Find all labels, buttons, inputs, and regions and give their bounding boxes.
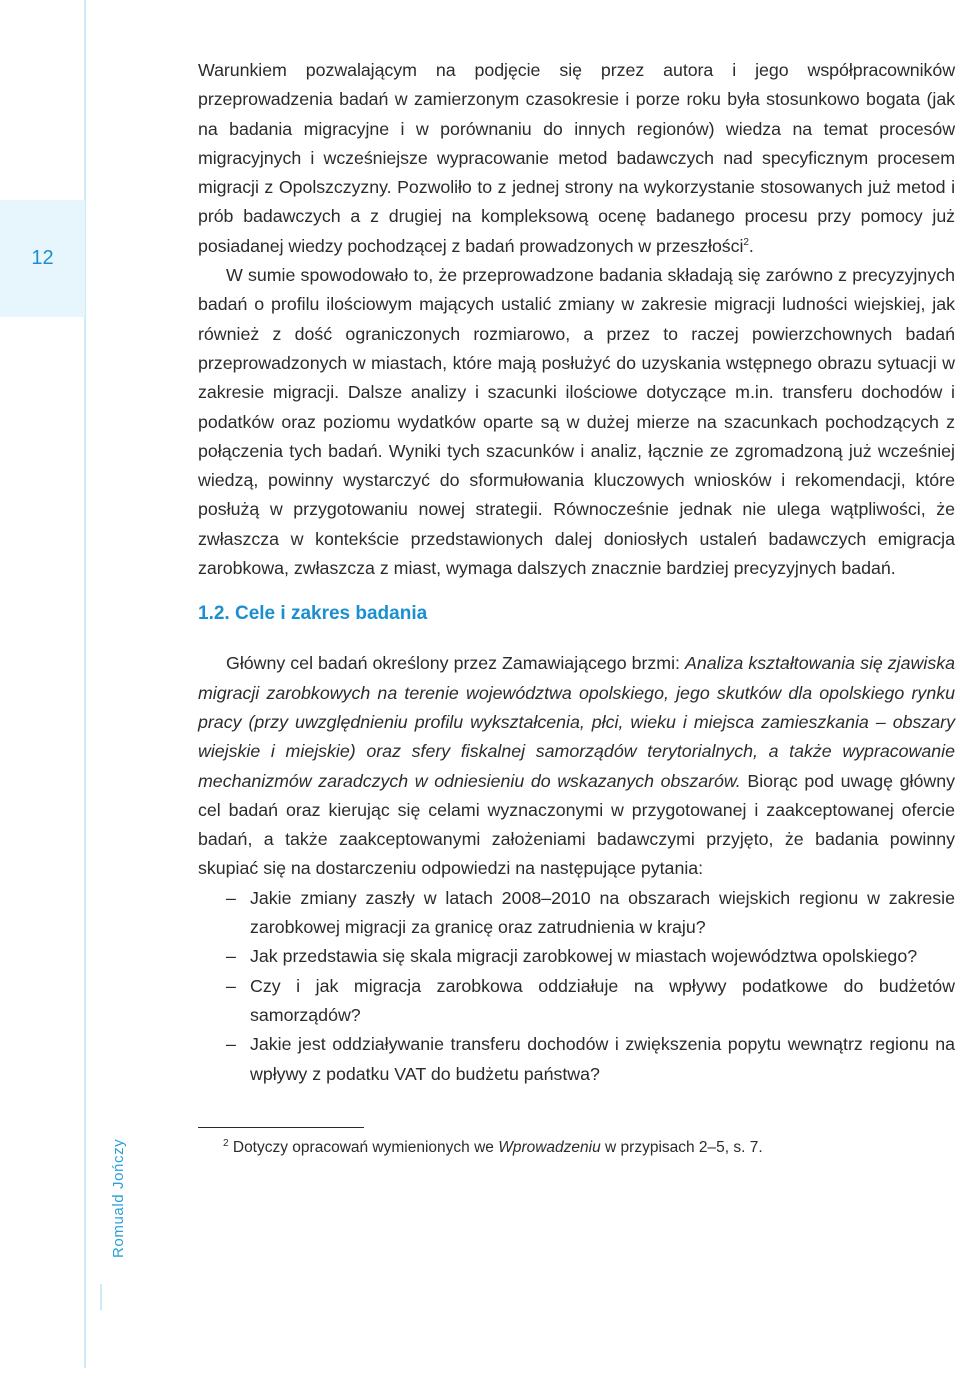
page-number: 12: [31, 247, 54, 269]
question-text: Jak przedstawia się skala migracji zarobkowej w miastach województwa opolskiego?: [250, 946, 918, 967]
questions-list: [198, 884, 955, 1089]
footnote-number: 2: [223, 1137, 229, 1149]
paragraph-3: [198, 649, 955, 883]
list-item: [198, 972, 955, 1031]
paragraph-3-rest: Biorąc pod uwagę główny cel badań oraz kierując się celami wyznaczonymi w przygotowanej i zaakceptowanej ofercie badań, a także zaakceptowanymi założeniami badawczymi przyjęto, że badania powinny skupiać się na dostarczeniu odpowiedzi na następujące pytania:: [198, 770, 955, 879]
dash-bullet: –: [226, 946, 236, 967]
page-body: [198, 56, 955, 1158]
running-author: Romuald Jończy: [110, 1138, 127, 1258]
question-text: Jakie jest oddziaływanie transferu dochodów i zwiększenia popytu wewnątrz regionu na wpływy z podatku VAT do budżetu państwa?: [250, 1034, 955, 1084]
paragraph-3-lead: Główny cel badań określony przez Zamawiającego brzmi:: [226, 653, 685, 674]
paragraph-2: W sumie spowodowało to, że przeprowadzone badania składają się zarówno z precyzyjnych badań o profilu ilościowym mających ustalić zmiany w zakresie migracji ludności wiejskiej, jak również z dość ograniczonych rozmiarowo, a przez to raczej powierzchownych badań przeprowadzonych w miastach, które mają posłużyć do uzyskania wstępnego obrazu sytuacji w zakresie migracji. Dalsze analizy i szacunki ilościowe dotyczące m.in. transferu dochodów i podatków oraz poziomu wydatków oparte są w dużej mierze na szacunkach pochodzących z połączenia tych badań. Wyniki tych szacunków i analiz, łącznie ze zgromadzoną już wcześniej wiedzą, powinny wystarczyć do sformułowania kluczowych wniosków i rekomendacji, które posłużą w przygotowaniu nowej strategii. Równocześnie jednak nie ulega wątpliwości, że zwłaszcza w kontekście przedstawionych dalej doniosłych ustaleń badawczych emigracja zarobkowa, zwłaszcza z miast, wymaga dalszych znacznie bardziej precyzyjnych badań.: [198, 265, 955, 579]
paragraph-1-end: .: [748, 235, 754, 256]
question-text: Jakie zmiany zaszły w latach 2008–2010 na obszarach wiejskich regionu w zakresie zarobkowej migracji za granicę oraz zatrudnienia w kraju?: [250, 887, 955, 938]
footnote-reference: 2: [743, 236, 749, 248]
paragraph-1: [198, 56, 955, 261]
page-number-tab: [0, 200, 85, 317]
list-item: [198, 1030, 955, 1089]
dash-bullet: –: [226, 887, 236, 908]
paragraph-3-objective: Analiza kształtowania się zjawiska migracji zarobkowych na terenie województwa opolskiego, jego skutków dla opolskiego rynku pracy (przy uwzględnieniu profilu wykształcenia, płci, wieku i miejsca zamieszkania – obszary wiejskie i miejskie) oraz sfery fiskalnej samorządów terytorialnych, a także wypracowanie mechanizmów zaradczych w odniesieniu do wskazanych obszarów.: [198, 653, 955, 791]
dash-bullet: –: [226, 1034, 236, 1055]
author-rule: [100, 1284, 102, 1310]
dash-bullet: –: [226, 975, 236, 996]
section-heading: 1.2. Cele i zakres badania: [198, 603, 428, 625]
paragraph-1-text: Warunkiem pozwalającym na podjęcie się przez autora i jego współpracowników przeprowadzenia badań w zamierzonym czasokresie i porze roku była stosunkowo bogata (jak na badania migracyjne i w porównaniu do innych regionów) wiedza na temat procesów migracyjnych i wcześniejsze wypracowanie metod badawczych nad specyficznym procesem migracji z Opolszczyzny. Pozwoliło to z jednej strony na wykorzystanie stosowanych już metod i prób badawczych a z drugiej na kompleksową ocenę badanego procesu przy pomocy już posiadanej wiedzy pochodzącej z badań prowadzonych w przeszłości: [198, 60, 955, 256]
footnote-rule: [198, 1127, 364, 1128]
footnote-italic: Wprowadzeniu: [498, 1138, 601, 1156]
list-item: [198, 884, 955, 943]
footnote: [198, 1138, 955, 1158]
question-text: Czy i jak migracja zarobkowa oddziałuje na wpływy podatkowe do budżetów samorządów?: [250, 975, 955, 1025]
footnote-text-after: w przypisach 2–5, s. 7.: [600, 1138, 763, 1156]
footnote-text-before: Dotyczy opracowań wymienionych we: [228, 1138, 499, 1156]
list-item: [198, 942, 955, 971]
